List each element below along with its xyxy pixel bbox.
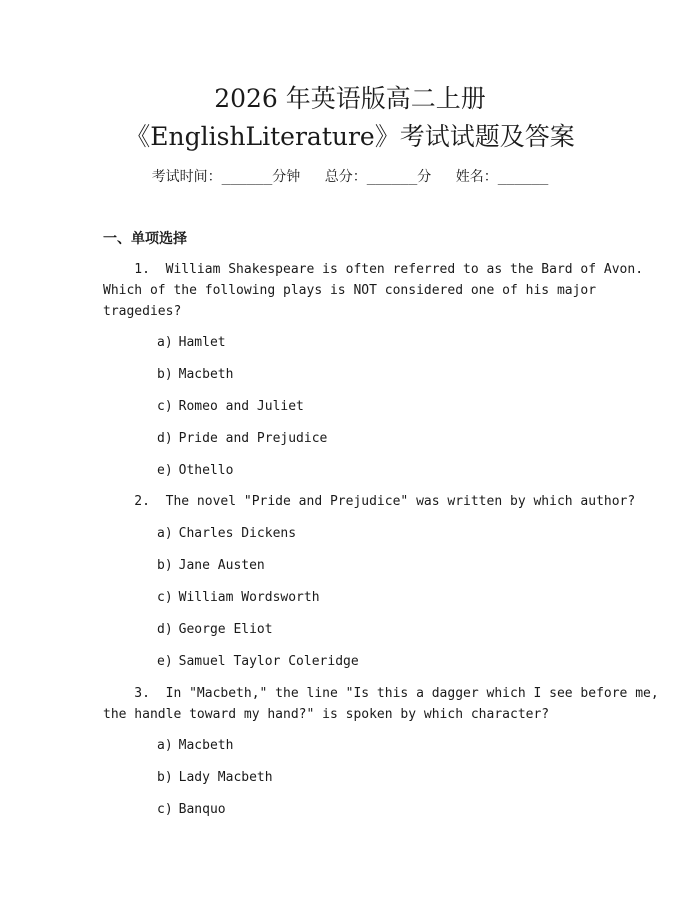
question-1-option-e (157, 462, 233, 480)
option-text: Pride and Prejudice (178, 431, 328, 446)
exam-info-row (0, 168, 700, 186)
option-letter: b) (157, 770, 173, 785)
option-letter: c) (157, 399, 173, 414)
option-text: Jane Austen (178, 558, 265, 573)
question-3-option-b (157, 769, 273, 787)
question-1-option-a (157, 334, 226, 352)
question-2-option-c (157, 589, 320, 607)
question-1-option-d (157, 430, 327, 448)
title-line-1: 2026 年英语版高二上册 (214, 84, 486, 113)
section-title: 一、单项选择 (103, 231, 187, 247)
option-letter: c) (157, 802, 173, 817)
exam-time-unit: 分钟 (272, 169, 301, 185)
option-text: Hamlet (178, 335, 226, 350)
question-1-option-b (157, 366, 233, 384)
option-text: Lady Macbeth (178, 770, 273, 785)
option-text: Macbeth (178, 738, 234, 753)
option-text: William Wordsworth (178, 590, 320, 605)
option-letter: c) (157, 590, 173, 605)
title-line-2: 《EnglishLiterature》考试试题及答案 (125, 122, 575, 151)
exam-time-blank: ______ (221, 169, 273, 185)
question-line: the handle toward my hand?" is spoken by which character? (103, 707, 550, 722)
option-letter: a) (157, 526, 173, 541)
total-score-blank: ______ (366, 169, 418, 185)
option-letter: a) (157, 738, 173, 753)
option-letter: e) (157, 654, 173, 669)
question-3-option-a (157, 737, 233, 755)
question-line: 1. William Shakespeare is often referred to as the Bard of Avon. (103, 262, 644, 277)
total-score-label: 总分： (324, 169, 367, 185)
option-letter: d) (157, 622, 173, 637)
option-letter: b) (157, 367, 173, 382)
option-text: Charles Dickens (178, 526, 297, 541)
total-score-field (325, 169, 432, 185)
option-letter: a) (157, 335, 173, 350)
exam-time-label: 考试时间： (151, 169, 222, 185)
option-letter: b) (157, 558, 173, 573)
option-text: Macbeth (178, 367, 234, 382)
option-text: Banquo (178, 802, 226, 817)
option-text: George Eliot (178, 622, 273, 637)
question-line: 3. In "Macbeth," the line "Is this a dagger which I see before me, (103, 686, 659, 701)
question-2-text (103, 491, 636, 512)
option-letter: d) (157, 431, 173, 446)
option-letter: e) (157, 463, 173, 478)
question-line: Which of the following plays is NOT considered one of his major (103, 283, 597, 298)
name-blank: ______ (497, 169, 549, 185)
question-2-option-e (157, 653, 359, 671)
option-text: Romeo and Juliet (178, 399, 304, 414)
option-text: Othello (178, 463, 234, 478)
question-1-option-c (157, 398, 304, 416)
question-line: 2. The novel "Pride and Prejudice" was written by which author? (103, 494, 636, 509)
question-2-option-b (157, 557, 265, 575)
option-text: Samuel Taylor Coleridge (178, 654, 359, 669)
exam-time-field (152, 169, 301, 185)
name-label: 姓名： (455, 169, 498, 185)
total-score-unit: 分 (417, 169, 432, 185)
question-1-text (103, 259, 644, 322)
question-3-option-c (157, 801, 226, 819)
question-2-option-a (157, 525, 296, 543)
question-line: tragedies? (103, 304, 182, 319)
question-3-text (103, 683, 659, 725)
name-field (456, 169, 549, 185)
question-2-option-d (157, 621, 273, 639)
